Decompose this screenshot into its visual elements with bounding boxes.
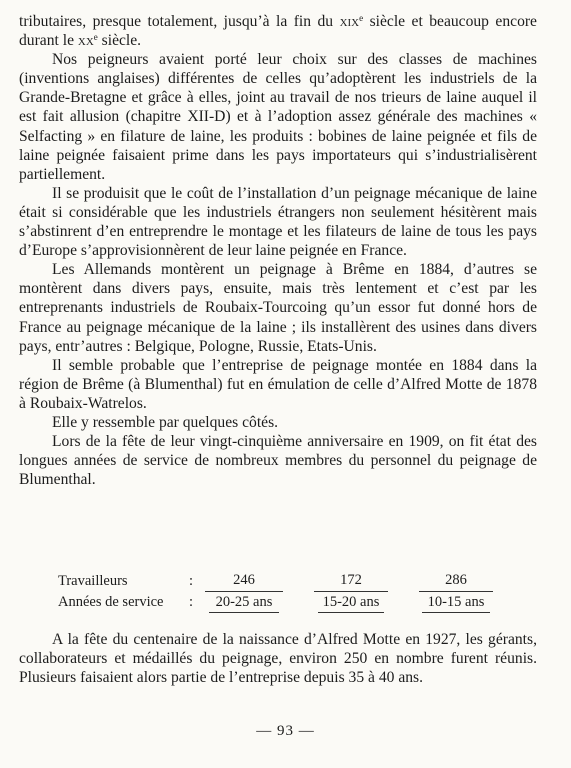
paragraph-p3: Il se produisit que le coût de l’installation d’un peignage mécanique de laine était si considérable que les industriels étrangers non seulement hésitèrent mais s’abstinrent d’en entreprendre le montage et les filateurs de laine de tous les pays d’Europe s’approvisionnèrent de leur laine peignée en France.: [19, 184, 537, 260]
row-colon: :: [188, 573, 194, 589]
paragraph-p6: Elle y ressemble par quelques côtés.: [52, 413, 279, 431]
table-row: [58, 571, 494, 592]
row-label: Travailleurs: [58, 573, 128, 589]
row-colon: :: [188, 594, 194, 611]
body-text: [19, 12, 537, 489]
paragraph-p7: Lors de la fête de leur vingt-cinquième anniversaire en 1909, on fit état des longues années de service de nombreux membres du personnel du peignage de Blumenthal.: [19, 433, 537, 489]
row-label: Années de service: [58, 594, 164, 611]
table-cell: 10-15 ans: [418, 592, 494, 613]
page-number: — 93 —: [256, 723, 315, 739]
table-cell: 246: [204, 571, 284, 592]
table-row: [58, 592, 494, 613]
paragraph-p5: Il semble probable que l’entreprise de peignage montée en 1884 dans la région de Brême (à Blumenthal) fut en émulation de celle d’Alfred Motte de 1878 à Roubaix-Watrelos.: [19, 356, 537, 412]
paragraph-p4: Les Allemands montèrent un peignage à Brême en 1884, d’autres se montèrent dans divers pays, ensuite, mais très lentement et c’est par les entreprenants industriels de Roubaix-Tourcoing qu’un essor fut donné hors de France au peignage mécanique de la laine ; ils installèrent des usines dans divers pays, entr’autres : Belgique, Pologne, Russie, Etats-Unis.: [19, 261, 537, 355]
closing-paragraph: A la fête du centenaire de la naissance d’Alfred Motte en 1927, les gérants, collaborateurs et médaillés du peignage, environ 250 en nombre furent réunis. Plusieurs faisaient alors partie de l’entreprise depuis 35 à 40 ans.: [19, 631, 537, 687]
paragraph-p1: tributaires, presque totalement, jusqu’à la fin du xix$^e$ siècle et beaucoup encore durant le $xx^e$ siècle.: [19, 13, 537, 50]
table-cell: 20-25 ans: [204, 592, 284, 613]
table-cell: 15-20 ans: [314, 592, 388, 613]
paragraph-p2: Nos peigneurs avaient porté leur choix sur des classes de machines (inventions anglaises) différentes de celles qu’adoptèrent les industriels de la Grande-Bretagne et grâce à elles, joint au travail de nos trieurs de laine auquel il est fait allusion (chapitre XII-D) et à l’adoption assez générale des machines « Selfacting » en filature de laine, les produits : bobines de laine peignée et fils de laine peignée faisaient prime dans les pays importateurs qui s’industrialisèrent partiellement.: [19, 51, 537, 183]
table-cell: 286: [418, 571, 494, 592]
staff-service-table: [58, 571, 494, 613]
table-cell: 172: [314, 571, 388, 592]
